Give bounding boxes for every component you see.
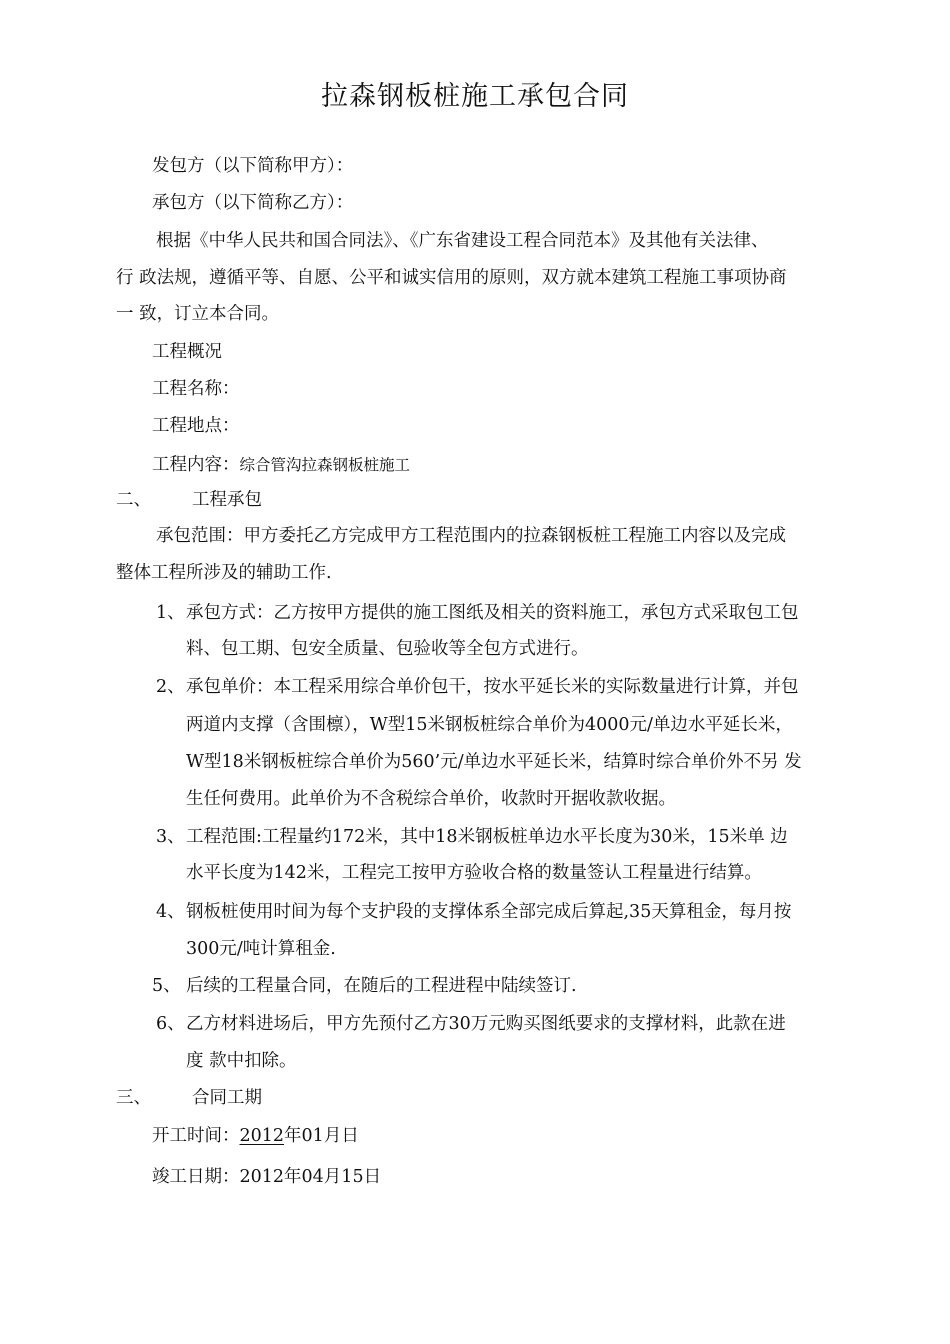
item-2-line-1: 承包单价：本工程采用综合单价包干，按水平延长米的实际数量进行计算，并包	[186, 677, 799, 697]
preamble-line-1: 根据《中华人民共和国合同法》、《广东省建设工程合同范本》及其他有关法律、	[156, 231, 769, 251]
item-2-line-3: W型18米钢板桩综合单价为560’元/单边水平延长米，结算时综合单价外不另 发	[186, 752, 802, 772]
project-name-label: 工程名称：	[152, 379, 240, 399]
item-1-line-1: 承包方式：乙方按甲方提供的施工图纸及相关的资料施工，承包方式采取包工包	[186, 603, 799, 623]
item-6-line-1: 乙方材料进场后，甲方先预付乙方30万元购买图纸要求的支撑材料，此款在进	[186, 1014, 786, 1034]
start-date-year: 2012	[239, 1126, 285, 1146]
item-1-number: 1、	[156, 603, 185, 623]
start-date-label: 开工时间：	[152, 1126, 240, 1146]
end-date-label: 竣工日期：	[152, 1167, 240, 1187]
item-4-line-1: 钢板桩使用时间为每个支护段的支撑体系全部完成后算起,35天算租金，每月按	[186, 902, 792, 922]
party-a-line: 发包方（以下简称甲方）：	[152, 156, 354, 176]
preamble-line-2: 行 政法规，遵循平等、自愿、公平和诚实信用的原则，双方就本建筑工程施工事项协商	[116, 268, 787, 288]
section2-heading: 工程承包	[192, 490, 262, 510]
item-5-number: 5、	[152, 976, 181, 996]
item-4-line-2: 300元/吨计算租金.	[186, 939, 336, 959]
section1-heading: 工程概况	[152, 342, 222, 362]
scope-line-1: 承包范围：甲方委托乙方完成甲方工程范围内的拉森钢板桩工程施工内容以及完成	[156, 526, 786, 546]
end-date-value: 2012年04月15日	[239, 1167, 382, 1187]
section3-heading: 合同工期	[192, 1088, 262, 1108]
item-2-number: 2、	[156, 677, 185, 697]
item-3-number: 3、	[156, 827, 185, 847]
item-3-line-2: 水平长度为142米，工程完工按甲方验收合格的数量签认工程量进行结算。	[186, 863, 762, 883]
section2-number: 二、	[116, 490, 151, 510]
project-location-label: 工程地点：	[152, 416, 240, 436]
preamble-line-3: 一 致，订立本合同。	[116, 304, 280, 324]
start-date-rest: 年01月日	[284, 1126, 359, 1146]
project-content-label: 工程内容：	[152, 455, 240, 475]
item-5-line-1: 后续的工程量合同，在随后的工程进程中陆续签订.	[186, 976, 577, 996]
party-b-line: 承包方（以下简称乙方）：	[152, 193, 354, 213]
scope-line-2: 整体工程所涉及的辅助工作.	[116, 563, 332, 583]
item-6-number: 6、	[156, 1014, 185, 1034]
end-date-line	[152, 1165, 381, 1189]
item-3-line-1: 工程范围:工程量约172米，其中18米钢板桩单边水平长度为30米，15米单 边	[186, 827, 788, 847]
item-2-line-4: 生任何费用。此单价为不含税综合单价，收款时开据收款收据。	[186, 789, 676, 809]
item-4-number: 4、	[156, 902, 185, 922]
project-content-value: 综合管沟拉森钢板桩施工	[239, 456, 411, 474]
project-content-line	[152, 453, 410, 477]
start-date-line	[152, 1124, 359, 1148]
item-1-line-2: 料、包工期、包安全质量、包验收等全包方式进行。	[186, 639, 589, 659]
section3-number: 三、	[116, 1088, 151, 1108]
document-title: 拉森钢板桩施工承包合同	[321, 81, 629, 112]
item-2-line-2: 两道内支撑（含围檩），W型15米钢板桩综合单价为4000元/单边水平延长米，	[186, 715, 793, 735]
item-6-line-2: 度 款中扣除。	[186, 1051, 297, 1071]
